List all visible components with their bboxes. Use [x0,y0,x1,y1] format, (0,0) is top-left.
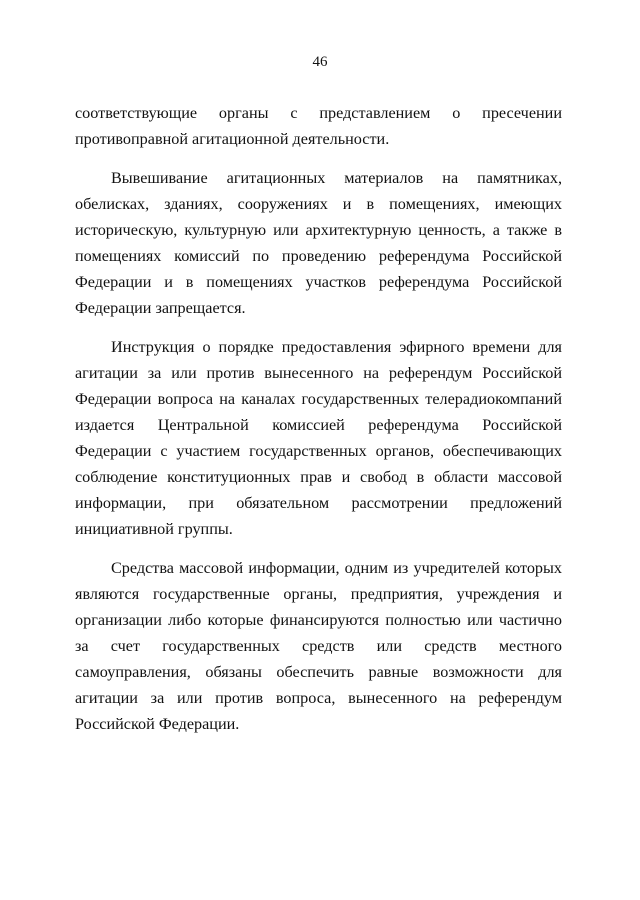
paragraph-airtime-instruction: Инструкция о порядке предоставления эфирного времени для агитации за или против вынесенного на референдум Российской Федерации вопроса на каналах государственных телерадиокомпаний издается Центральной комиссией референдума Российской Федерации с участием государственных органов, обеспечивающих соблюдение конституционных прав и свобод в области массовой информации, при обязательном рассмотрении предложений инициативной группы. [75,338,562,538]
page-number: 46 [312,54,328,70]
paragraph-posting-ban: Вывешивание агитационных материалов на памятниках, обелисках, зданиях, сооружениях и в помещениях, имеющих историческую, культурную или архитектурную ценность, а также в помещениях комиссий по проведению референдума Российской Федерации и в помещениях участков референдума Российской Федерации запрещается. [75,169,562,317]
paragraph-continuation: соответствующие органы с представлением о пресечении противоправной агитационной деятельности. [75,104,562,148]
document-body [75,100,562,750]
paragraph-mass-media: Средства массовой информации, одним из учредителей которых являются государственные органы, предприятия, учреждения и организации либо которые финансируются полностью или частично за счет государственных средств или средств местного самоуправления, обязаны обеспечить равные возможности для агитации за или против вопроса, вынесенного на референдум Российской Федерации. [75,559,562,733]
